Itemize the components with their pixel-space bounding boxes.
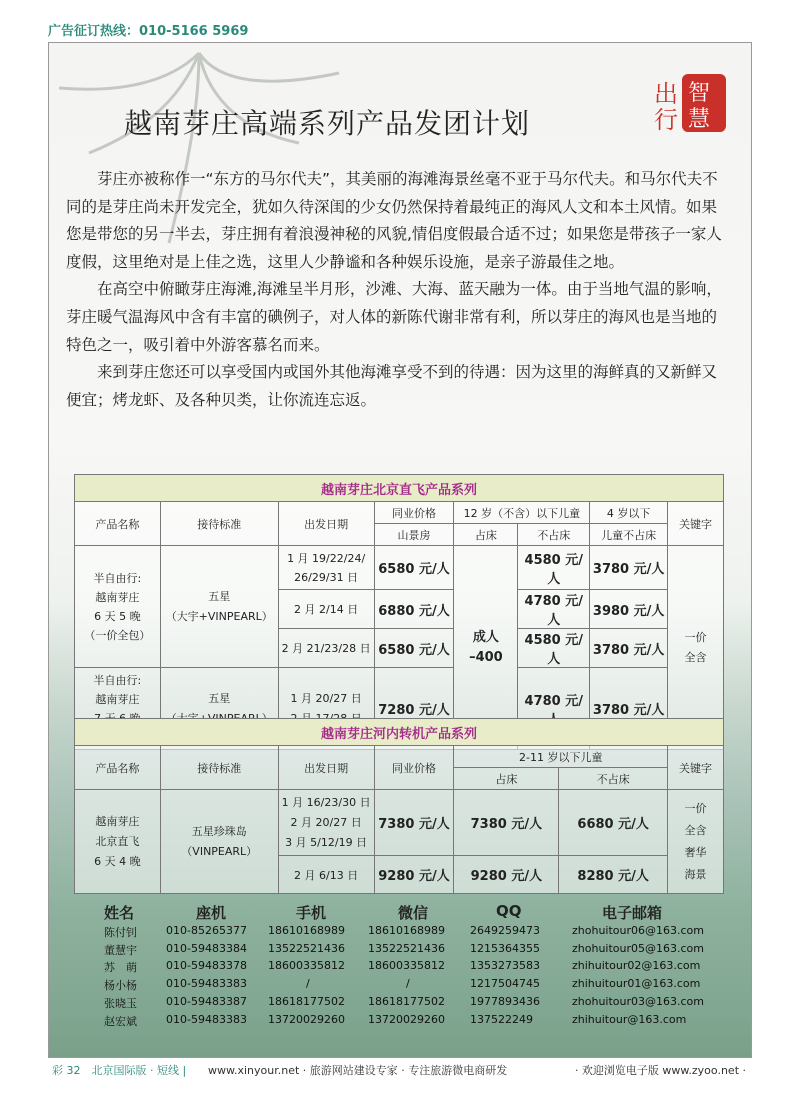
product-line: 半自由行: bbox=[93, 571, 142, 585]
contact-header-qq: QQ bbox=[496, 902, 522, 920]
footer-ebook-link[interactable]: · 欢迎浏览电子版 www.zyoo.net · bbox=[574, 1064, 746, 1077]
contact-wechat: 13522521436 bbox=[368, 941, 445, 955]
departure-date: 2 月 21/23/28 日 bbox=[278, 629, 374, 668]
seal-char-3: 行 bbox=[654, 106, 678, 134]
date-line: 1 月 20/27 日 bbox=[290, 691, 362, 705]
contact-name: 赵宏斌 bbox=[104, 1014, 137, 1028]
col-header: 不占床 bbox=[559, 768, 668, 790]
date-line: 2 月 20/27 日 bbox=[290, 815, 362, 829]
peer-price: 7380 元/人 bbox=[374, 790, 454, 856]
contact-wechat: 18610168989 bbox=[368, 923, 445, 937]
bed-line: 成人 bbox=[472, 629, 499, 645]
keyword-line: 海景 bbox=[684, 867, 707, 881]
contact-header-wechat: 微信 bbox=[398, 904, 429, 922]
child4-price: 3780 元/人 bbox=[590, 629, 668, 668]
standard-line: （VINPEARL） bbox=[181, 844, 258, 858]
peer-price: 6580 元/人 bbox=[374, 546, 454, 590]
product-line: 越南芽庄 bbox=[95, 814, 140, 828]
contact-name: 陈付钊 bbox=[104, 925, 137, 939]
col-header: 出发日期 bbox=[278, 746, 374, 790]
keyword bbox=[668, 790, 724, 894]
product-line: 6 天 5 晚 bbox=[94, 609, 141, 623]
departure-date bbox=[278, 790, 374, 856]
col-header: 接待标准 bbox=[160, 746, 278, 790]
col-header: 12 岁（不含）以下儿童 bbox=[454, 502, 590, 524]
product-line: 越南芽庄 bbox=[95, 692, 140, 706]
contact-name: 苏 萌 bbox=[104, 961, 137, 975]
contact-email[interactable]: zhohuitour03@163.com bbox=[572, 994, 704, 1008]
child-nobed-price: 8280 元/人 bbox=[559, 856, 668, 894]
col-header: 占床 bbox=[454, 524, 518, 546]
col-header: 关键字 bbox=[668, 746, 724, 790]
contact-header-email: 电子邮箱 bbox=[602, 904, 663, 922]
footer-page-section: 彩 32 北京国际版 · 短线 | bbox=[52, 1064, 187, 1077]
date-line: 3 月 5/12/19 日 bbox=[285, 835, 368, 849]
col-header: 2-11 岁以下儿童 bbox=[454, 746, 668, 768]
col-header: 不占床 bbox=[518, 524, 590, 546]
product-name bbox=[75, 546, 161, 668]
contact-wechat: 18600335812 bbox=[368, 959, 445, 973]
ad-hotline: 广告征订热线：010-5166 5969 bbox=[48, 24, 249, 39]
contact-email[interactable]: zhihuitour@163.com bbox=[572, 1012, 687, 1026]
peer-price: 6880 元/人 bbox=[374, 590, 454, 629]
child-nobed-price: 4580 元/人 bbox=[518, 629, 590, 668]
bed-line: –400 bbox=[469, 649, 503, 665]
keyword-line: 全含 bbox=[684, 823, 707, 837]
contact-landline: 010-59483387 bbox=[166, 994, 247, 1008]
keyword-line: 全含 bbox=[684, 650, 707, 664]
contact-qq: 1977893436 bbox=[470, 994, 540, 1008]
child-nobed-price: 4780 元/ bbox=[518, 668, 590, 750]
intro-paragraph: 芽庄亦被称作一“东方的马尔代夫”，其美丽的海滩海景丝毫不亚于马尔代夫。和马尔代夫不同的是芽庄尚未开发完全，犹如久待深闺的少女仍然保持着最纯正的海风人文和本土风情。如果您是带您的另一半去，芽庄拥有着浪漫神秘的风貌,情侣度假最合适不过；如果您是带孩子一家人度假，这里绝对是上佳之选，这里人少静谧和各种娱乐设施，是亲子游最佳之地。 bbox=[66, 170, 722, 271]
contact-header-name: 姓名 bbox=[104, 904, 135, 922]
contact-email[interactable]: zhohuitour06@163.com bbox=[572, 923, 704, 937]
col-header: 占床 bbox=[454, 768, 559, 790]
contact-mobile: 13720029260 bbox=[268, 1012, 345, 1026]
product-line: 越南芽庄 bbox=[95, 590, 140, 604]
contact-landline: 010-85265377 bbox=[166, 923, 247, 937]
contact-name: 杨小杨 bbox=[104, 979, 137, 993]
col-header: 产品名称 bbox=[75, 746, 161, 790]
contact-wechat: 13720029260 bbox=[368, 1012, 445, 1026]
peer-price: 9280 元/人 bbox=[374, 856, 454, 894]
col-header: 同业价格 bbox=[374, 502, 454, 524]
date-line: 26/29/31 日 bbox=[294, 570, 359, 584]
contact-header-mobile: 手机 bbox=[296, 904, 327, 922]
contact-name: 张晓玉 bbox=[104, 996, 137, 1010]
col-header: 产品名称 bbox=[75, 502, 161, 546]
hanoi-transfer-table bbox=[74, 718, 724, 894]
contact-header-landline: 座机 bbox=[196, 904, 227, 922]
standard-line: （大宇+VINPEARL） bbox=[165, 609, 273, 623]
standard-line: 五星珍珠岛 bbox=[191, 824, 247, 838]
seal-char-2: 智 bbox=[688, 81, 711, 106]
product-line: 半自由行: bbox=[93, 673, 142, 687]
child4-price: 3780 元/人 bbox=[590, 546, 668, 590]
beijing-direct-table bbox=[74, 474, 724, 750]
contact-landline: 010-59483378 bbox=[166, 959, 247, 973]
contact-mobile: 18618177502 bbox=[268, 994, 345, 1008]
keyword-line: 一价 bbox=[684, 801, 707, 815]
col-header: 接待标准 bbox=[160, 502, 278, 546]
contact-name: 董慧宇 bbox=[104, 943, 137, 957]
contact-landline: 010-59483383 bbox=[166, 1012, 247, 1026]
intro-text bbox=[66, 166, 722, 414]
seal-char-4: 慧 bbox=[688, 107, 711, 132]
contact-landline: 010-59483384 bbox=[166, 941, 247, 955]
keyword-line: 奢华 bbox=[684, 845, 707, 859]
section-header: 越南芽庄北京直飞产品系列 bbox=[75, 475, 724, 502]
col-header: 4 岁以下 bbox=[590, 502, 668, 524]
departure-date: 2 月 6/13 日 bbox=[278, 856, 374, 894]
intro-paragraph: 在高空中俯瞰芽庄海滩,海滩呈半月形，沙滩、大海、蓝天融为一体。由于当地气温的影响，芽庄暖气温海风中含有丰富的碘例子，对人体的新陈代谢非常有利，所以芽庄的海风也是当地的特色之一，吸引着中外游客慕名而来。 bbox=[66, 280, 722, 354]
peer-price: 6580 元/人 bbox=[374, 629, 454, 668]
footer-website[interactable]: www.xinyour.net · 旅游网站建设专家 · 专注旅游微电商研发 bbox=[208, 1064, 508, 1077]
zhihui-chuxing-seal bbox=[636, 72, 728, 134]
service-standard bbox=[160, 790, 278, 894]
keyword-line: 一价 bbox=[684, 630, 707, 644]
product-line: 6 天 4 晚 bbox=[94, 854, 141, 868]
contact-mobile: 18610168989 bbox=[268, 923, 345, 937]
peer-price: 7280 元/人 bbox=[374, 668, 454, 750]
seal-char-1: 出 bbox=[654, 80, 678, 108]
child-nobed-price: 4580 元/人 bbox=[518, 546, 590, 590]
child-nobed-price: 4780 元/人 bbox=[518, 590, 590, 629]
page-title: 越南芽庄高端系列产品发团计划 bbox=[124, 107, 531, 140]
col-header: 同业价格 bbox=[374, 746, 454, 790]
contact-qq: 2649259473 bbox=[470, 923, 540, 937]
child-bed-price: 9280 元/人 bbox=[454, 856, 559, 894]
departure-date: 2 月 2/14 日 bbox=[278, 590, 374, 629]
contact-email[interactable]: zhohuitour05@163.com bbox=[572, 941, 704, 955]
section-header: 越南芽庄河内转机产品系列 bbox=[75, 719, 724, 746]
product-name bbox=[75, 790, 161, 894]
child-bed-price: 7380 元/人 bbox=[454, 790, 559, 856]
col-header: 山景房 bbox=[374, 524, 454, 546]
contact-wechat: / bbox=[406, 977, 410, 991]
child4-price: 3980 元/人 bbox=[590, 590, 668, 629]
date-line: 1 月 19/22/24/ bbox=[287, 551, 366, 565]
col-header: 出发日期 bbox=[278, 502, 374, 546]
service-standard bbox=[160, 546, 278, 668]
contact-mobile: 18600335812 bbox=[268, 959, 345, 973]
contact-email[interactable]: zhihuitour01@163.com bbox=[572, 977, 701, 991]
contact-email[interactable]: zhihuitour02@163.com bbox=[572, 959, 701, 973]
contact-mobile: / bbox=[306, 977, 310, 991]
product-line: （一价全包） bbox=[84, 628, 151, 642]
standard-line: 五星 bbox=[208, 691, 231, 705]
departure-date bbox=[278, 546, 374, 590]
child-nobed-price: 6680 元/人 bbox=[559, 790, 668, 856]
contact-qq: 1217504745 bbox=[470, 977, 540, 991]
contact-qq: 1215364355 bbox=[470, 941, 540, 955]
col-header: 儿童不占床 bbox=[590, 524, 668, 546]
intro-paragraph: 来到芽庄您还可以享受国内或国外其他海滩享受不到的待遇：因为这里的海鲜真的又新鲜又便宜；烤龙虾、及各种贝类，让你流连忘返。 bbox=[66, 363, 718, 409]
standard-line: 五星 bbox=[208, 589, 231, 603]
contact-qq: 1353273583 bbox=[470, 959, 540, 973]
contact-mobile: 13522521436 bbox=[268, 941, 345, 955]
child4-price: 3780 元/人 bbox=[590, 668, 668, 750]
col-header: 关键字 bbox=[668, 502, 724, 546]
product-line: 北京直飞 bbox=[95, 834, 140, 848]
contact-qq: 137522249 bbox=[470, 1012, 533, 1026]
date-line: 1 月 16/23/30 日 bbox=[281, 795, 371, 809]
contact-wechat: 18618177502 bbox=[368, 994, 445, 1008]
contact-landline: 010-59483383 bbox=[166, 977, 247, 991]
